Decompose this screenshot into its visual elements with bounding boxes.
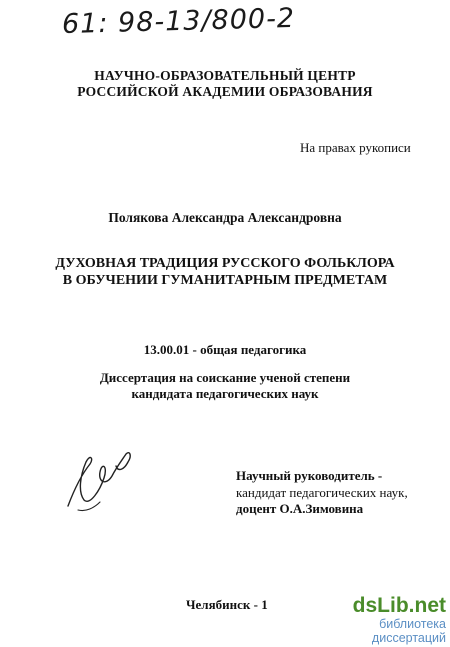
- supervisor-line-3: доцент О.А.Зимовина: [236, 501, 364, 516]
- rights-note: На правах рукописи: [300, 140, 411, 155]
- title-line-2: В ОБУЧЕНИИ ГУМАНИТАРНЫМ ПРЕДМЕТАМ: [62, 273, 388, 288]
- watermark-logo: dsLib.net: [352, 594, 446, 617]
- degree-statement: [0, 370, 450, 402]
- specialty-code: 13.00.01 - общая педагогика: [143, 342, 307, 357]
- watermark-subtitle: библиотека диссертаций: [371, 617, 446, 645]
- organization-line-2: РОССИЙСКОЙ АКАДЕМИИ ОБРАЗОВАНИЯ: [77, 84, 373, 99]
- degree-line-2: кандидата педагогических наук: [131, 386, 319, 401]
- dissertation-title: [0, 255, 450, 289]
- handwritten-catalog-code: 61: 98-13/800-2: [61, 2, 296, 41]
- degree-line-1: Диссертация на соискание ученой степени: [99, 370, 351, 385]
- supervisor-line-2: кандидат педагогических наук,: [236, 484, 408, 500]
- scientific-supervisor: [236, 468, 408, 518]
- organization-line-1: НАУЧНО-ОБРАЗОВАТЕЛЬНЫЙ ЦЕНТР: [94, 68, 356, 83]
- author-name: Полякова Александра Александровна: [108, 210, 342, 225]
- title-line-1: ДУХОВНАЯ ТРАДИЦИЯ РУССКОГО ФОЛЬКЛОРА: [55, 256, 395, 271]
- watermark: [316, 595, 446, 645]
- supervisor-line-1: Научный руководитель -: [236, 468, 383, 483]
- organization-heading: [0, 68, 450, 100]
- handwritten-signature: [60, 440, 140, 520]
- city-and-year: Челябинск - 1: [186, 597, 268, 612]
